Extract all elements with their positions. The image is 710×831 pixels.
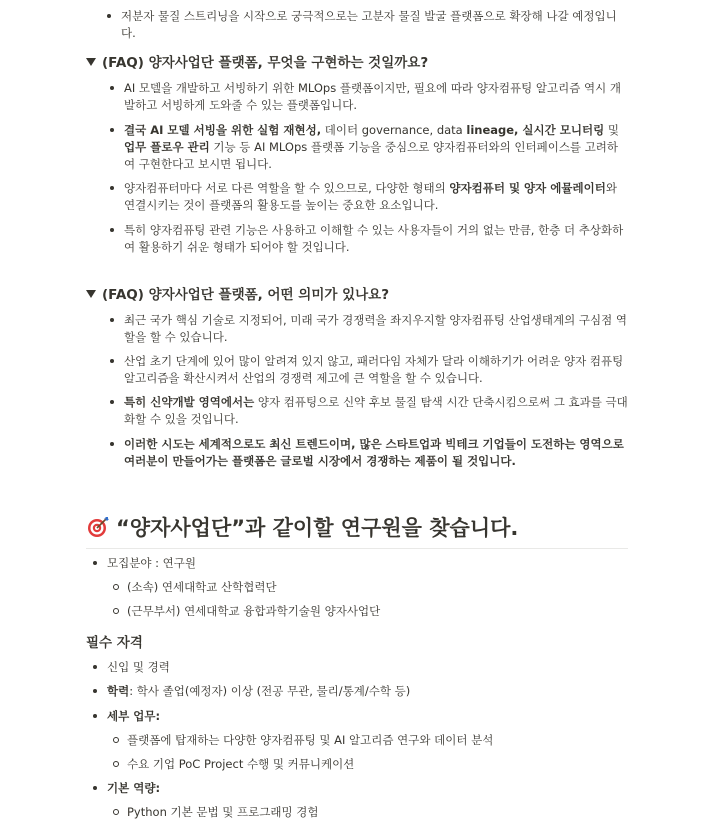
faq1-b2-t2: 및	[604, 123, 619, 137]
intro-bullet	[121, 8, 631, 42]
req-b2-t: : 학사 졸업(예정자) 이상 (전공 무관, 물리/통계/수학 등)	[129, 684, 411, 698]
faq2-bullet-3	[124, 394, 629, 428]
faq1-toggle[interactable]	[86, 53, 428, 73]
req-b3-sub-2-text: 수요 기업 PoC Project 수행 및 커뮤니케이션	[127, 757, 355, 771]
faq2-bullet-4	[124, 436, 629, 470]
faq1-bullet-1-text: AI 모델을 개발하고 서빙하기 위한 MLOps 플랫폼이지만, 필요에 따라 양자컴퓨팅 알고리즘 역시 개발하고 서빙하게 도와줄 수 있는 플랫폼입니다.	[124, 81, 621, 112]
faq1-b2-t1: 데이터 governance, data	[321, 123, 467, 137]
req-bullet-4	[107, 780, 607, 797]
recruit-heading-text: “양자사업단”과 같이할 연구원을 찾습니다.	[116, 516, 519, 540]
faq1-bullet-4	[124, 222, 629, 256]
faq2-bullet-4-text: 이러한 시도는 세계적으로도 최신 트렌드이며, 많은 스타트업과 빅테크 기업들이 도전하는 영역으로 여러분이 만들어가는 플랫폼은 글로벌 시장에서 경쟁하는 제품이 될 것입니다.	[124, 437, 624, 468]
faq2-b3-bold: 특히 신약개발 영역에서는	[124, 395, 255, 409]
req-b2-bold: 학력	[107, 684, 130, 698]
faq1-bullet-2	[124, 122, 629, 173]
recruit-sub-2-text: (근무부서) 연세대학교 융합과학기술원 양자사업단	[127, 604, 381, 618]
req-b3-sub-2	[127, 756, 607, 773]
intro-bullet-text: 저분자 물질 스트리닝을 시작으로 궁극적으로는 고분자 물질 발굴 플랫폼으로 확장해 나갈 예정입니다.	[121, 9, 617, 40]
heading-divider	[86, 548, 628, 549]
faq2-bullet-2-text: 산업 초기 단계에 있어 많이 알려져 있지 않고, 패러다임 자체가 달라 이해하기가 어려운 양자 컴퓨팅 알고리즘을 확산시켜서 산업의 경쟁력 제고에 큰 역할을 할 수 있습니다.	[124, 354, 624, 385]
req-bullet-1	[107, 659, 607, 676]
req-bullet-2	[107, 683, 607, 700]
faq2-b3-t: 양자 컴퓨팅으로 신약 후보 물질 탐색 시간 단축시킴으로써 그 효과를 극대화할 수 있을 것입니다.	[124, 395, 628, 426]
faq1-bullet-1	[124, 80, 629, 114]
req-b4-sub-1-text: Python 기본 문법 및 프로그래밍 경험	[127, 805, 319, 819]
faq1-heading: (FAQ) 양자사업단 플랫폼, 무엇을 구현하는 것일까요?	[102, 55, 429, 71]
faq2-bullet-1	[124, 312, 629, 346]
toggle-triangle-icon[interactable]	[86, 290, 96, 298]
toggle-triangle-icon[interactable]	[86, 58, 96, 66]
req-b4-sub-1	[127, 804, 607, 821]
faq1-b3-t1: 양자컴퓨터마다 서로 다른 역할을 할 수 있으므로, 다양한 형태의	[124, 181, 450, 195]
faq1-b2-bold2: lineage, 실시간 모니터링	[466, 123, 605, 137]
recruit-sub-2	[127, 603, 607, 620]
recruit-field-bullet	[107, 555, 607, 572]
req-b3-bold: 세부 업무:	[107, 709, 161, 723]
req-bullet-1-text: 신입 및 경력	[107, 660, 170, 674]
faq2-toggle[interactable]	[86, 285, 389, 305]
recruit-sub-1	[127, 579, 607, 596]
req-b3-sub-1-text: 플랫폼에 탑재하는 다양한 양자컴퓨팅 및 AI 알고리즘 연구와 데이터 분석	[127, 733, 494, 747]
req-bullet-3	[107, 708, 607, 725]
faq1-b2-bold1: 결국 AI 모델 서빙을 위한 실험 재현성,	[124, 123, 322, 137]
faq1-b3-bold: 양자컴퓨터 및 양자 에뮬레이터	[449, 181, 606, 195]
requirements-heading-text: 필수 자격	[86, 635, 143, 651]
target-icon	[86, 515, 110, 539]
faq1-b2-t3: 기능 등 AI MLOps 플랫폼 기능을 중심으로 양자컴퓨터와의 인터페이스를 고려하여 구현한다고 보시면 됩니다.	[124, 140, 619, 171]
recruit-heading	[86, 514, 518, 542]
req-b4-bold: 기본 역량:	[107, 781, 161, 795]
requirements-heading	[86, 633, 143, 653]
faq1-b2-bold3: 업무 플로우 관리	[124, 140, 210, 154]
faq1-bullet-3	[124, 180, 629, 214]
faq1-bullet-4-text: 특히 양자컴퓨팅 관련 기능은 사용하고 이해할 수 있는 사용자들이 거의 없는 만큼, 한층 더 추상화하여 활용하기 쉬운 형태가 되어야 할 것입니다.	[124, 223, 624, 254]
recruit-sub-1-text: (소속) 연세대학교 산학협력단	[127, 580, 277, 594]
faq2-bullet-2	[124, 353, 629, 387]
recruit-field-text: 모집분야 : 연구원	[107, 556, 196, 570]
req-b3-sub-1	[127, 732, 607, 749]
faq1-b3-t2: 와 연결시키는 것이 플랫폼의 활용도를 높이는 중요한 요소입니다.	[124, 181, 617, 212]
faq2-heading: (FAQ) 양자사업단 플랫폼, 어떤 의미가 있나요?	[102, 287, 390, 303]
faq2-bullet-1-text: 최근 국가 핵심 기술로 지정되어, 미래 국가 경쟁력을 좌지우지할 양자컴퓨팅 산업생태계의 구심점 역할을 할 수 있습니다.	[124, 313, 627, 344]
